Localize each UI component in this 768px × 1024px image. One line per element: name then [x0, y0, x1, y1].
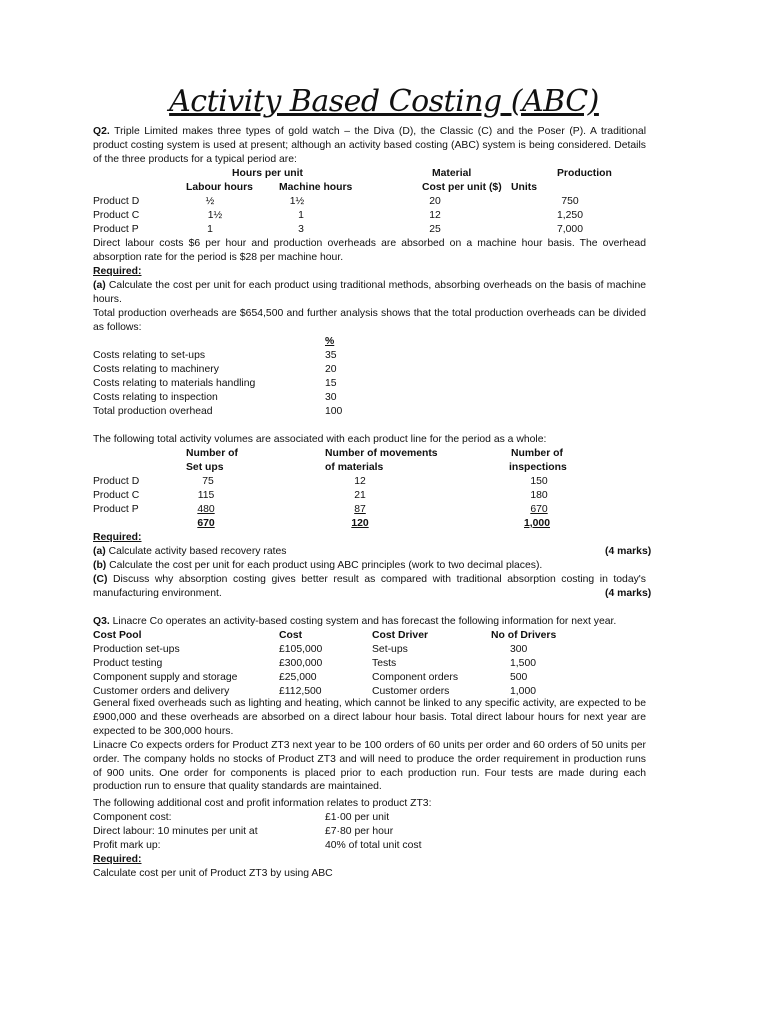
- overheads-text: Total production overheads are $654,500 and further analysis shows that the total production overheads can be divided as follows:: [93, 308, 646, 333]
- machine-cell: 3: [298, 224, 304, 235]
- q2-intro: [93, 125, 646, 166]
- labour-cell: ½: [205, 196, 215, 207]
- req-c-label: (C): [93, 574, 108, 585]
- driver-cell: Customer orders: [372, 686, 450, 697]
- machine-hours-header: Machine hours: [279, 182, 353, 193]
- list-item: Costs relating to machinery: [93, 364, 219, 375]
- movements-cell: 12: [354, 476, 366, 487]
- row-label: Product D: [93, 196, 140, 207]
- num-cell: 300: [510, 644, 528, 655]
- info-value: £7·80 per hour: [325, 826, 394, 837]
- part-a-label: (a): [93, 280, 106, 291]
- cost-per-unit-header: Cost per unit ($): [422, 182, 502, 193]
- cost-header: Cost: [279, 630, 303, 641]
- q2-intro-text: Triple Limited makes three types of gold watch – the Diva (D), the Classic (C) and the Poser (P). A traditional product costing system is used at present; although an activity based costing (ABC) system is being considered. Details of the three products for a typical period are:: [93, 126, 647, 165]
- info-label: Direct labour: 10 minutes per unit at: [93, 826, 258, 837]
- info-value: 40% of total unit cost: [325, 840, 422, 851]
- row-label: Product C: [93, 490, 140, 501]
- num-cell: 1,500: [510, 658, 537, 669]
- num-cell: 500: [510, 672, 528, 683]
- info-label: Profit mark up:: [93, 840, 161, 851]
- list-value: 30: [325, 392, 337, 403]
- part-a-text: Calculate the cost per unit for each product using traditional methods, absorbing overheads on the basis of machine hours.: [93, 280, 646, 305]
- required-heading: Required:: [93, 266, 142, 277]
- movements-cell: 87: [354, 504, 366, 515]
- list-value: 15: [325, 378, 337, 389]
- inspections-header: Number of: [511, 448, 563, 459]
- req-b: [93, 559, 542, 572]
- activity-text: The following total activity volumes are associated with each product line for the period as a whole:: [93, 434, 547, 445]
- fixed-overheads-text: General fixed overheads such as lighting and heating, which cannot be linked to any specific activity, are expected to be £900,000 and these overheads are absorbed on a direct labour hour basis. Total direct labour hours for next year are expected to be 300,000 hours.: [93, 698, 646, 737]
- driver-cell: Set-ups: [372, 644, 408, 655]
- list-value: 35: [325, 350, 337, 361]
- row-label: Product P: [93, 504, 139, 515]
- material-cell: 20: [429, 196, 441, 207]
- setups-header-2: Set ups: [186, 462, 224, 473]
- movements-cell: 21: [354, 490, 366, 501]
- movements-total: 120: [351, 518, 369, 529]
- orders-text: Linacre Co expects orders for Product ZT3 next year to be 100 orders of 60 units per order and 60 orders of 50 units per order. The company holds no stocks of Product ZT3 and will need to produce the order requirement in production runs of 900 units. One order for components is placed prior to each production run. Four tests are made during each production run to ensure that quality standards are maintained.: [93, 740, 646, 793]
- units-cell: 7,000: [556, 224, 583, 235]
- inspections-total: 1,000: [523, 518, 550, 529]
- direct-labour-text: Direct labour costs $6 per hour and production overheads are absorbed on a machine hour basis. The overhead absorption rate for the period is $28 per machine hour.: [93, 238, 646, 263]
- additional-info-text: The following additional cost and profit information relates to product ZT3:: [93, 798, 432, 809]
- inspections-cell: 670: [530, 504, 548, 515]
- cost-cell: £25,000: [279, 672, 317, 683]
- units-cell: 1,250: [556, 210, 583, 221]
- list-value: 100: [325, 406, 343, 417]
- q2-label: Q2.: [93, 126, 110, 137]
- setups-cell: 115: [197, 490, 215, 501]
- req-a-label: (a): [93, 546, 106, 557]
- material-cell: 25: [429, 224, 441, 235]
- q3-intro-text: Linacre Co operates an activity-based costing system and has forecast the following information for next year.: [112, 616, 617, 627]
- machine-cell: 1½: [289, 196, 305, 207]
- driver-cell: Tests: [372, 658, 397, 669]
- setups-cell: 480: [197, 504, 215, 515]
- material-cell: 12: [429, 210, 441, 221]
- q3-task: Calculate cost per unit of Product ZT3 by using ABC: [93, 868, 333, 879]
- required-heading-2: Required:: [93, 532, 142, 543]
- q3-intro: [93, 615, 616, 628]
- req-c-marks: (4 marks): [605, 588, 652, 599]
- req-a-text: Calculate activity based recovery rates: [108, 546, 287, 557]
- inspections-header-2: inspections: [509, 462, 567, 473]
- required-heading-3: Required:: [93, 854, 142, 865]
- hours-per-unit-header: Hours per unit: [232, 168, 304, 179]
- movements-header: Number of movements: [325, 448, 438, 459]
- units-header: Units: [511, 182, 537, 193]
- pool-cell: Production set-ups: [93, 644, 180, 655]
- production-header: Production: [557, 168, 612, 179]
- req-b-label: (b): [93, 560, 107, 571]
- list-item: Costs relating to inspection: [93, 392, 218, 403]
- cost-cell: £112,500: [279, 686, 322, 697]
- pool-cell: Product testing: [93, 658, 163, 669]
- cost-cell: £105,000: [279, 644, 323, 655]
- row-label: Product D: [93, 476, 140, 487]
- labour-cell: 1½: [207, 210, 223, 221]
- driver-cell: Component orders: [372, 672, 459, 683]
- no-of-drivers-header: No of Drivers: [491, 630, 557, 641]
- page-title: Activity Based Costing (ABC): [169, 84, 599, 119]
- list-item: Costs relating to materials handling: [93, 378, 256, 389]
- setups-header: Number of: [186, 448, 238, 459]
- row-label: Product C: [93, 210, 140, 221]
- labour-cell: 1: [207, 224, 213, 235]
- movements-header-2: of materials: [325, 462, 384, 473]
- info-value: £1·00 per unit: [325, 812, 390, 823]
- setups-total: 670: [197, 518, 215, 529]
- req-a: [93, 545, 286, 558]
- info-label: Component cost:: [93, 812, 172, 823]
- req-c: [93, 573, 646, 601]
- num-cell: 1,000: [510, 686, 537, 697]
- setups-cell: 75: [202, 476, 214, 487]
- req-b-text: Calculate the cost per unit for each product using ABC principles (work to two decimal places).: [109, 560, 543, 571]
- list-item: Total production overhead: [93, 406, 213, 417]
- units-cell: 750: [561, 196, 579, 207]
- percent-header: %: [325, 336, 335, 347]
- machine-cell: 1: [298, 210, 304, 221]
- labour-hours-header: Labour hours: [186, 182, 253, 193]
- cost-driver-header: Cost Driver: [372, 630, 429, 641]
- inspections-cell: 150: [530, 476, 548, 487]
- inspections-cell: 180: [530, 490, 548, 501]
- req-a-marks: (4 marks): [605, 546, 652, 557]
- material-header: Material: [432, 168, 472, 179]
- q3-label: Q3.: [93, 616, 110, 627]
- row-label: Product P: [93, 224, 139, 235]
- cost-cell: £300,000: [279, 658, 323, 669]
- cost-pool-header: Cost Pool: [93, 630, 142, 641]
- pool-cell: Component supply and storage: [93, 672, 238, 683]
- list-item: Costs relating to set-ups: [93, 350, 206, 361]
- list-value: 20: [325, 364, 337, 375]
- part-a: [93, 279, 646, 307]
- pool-cell: Customer orders and delivery: [93, 686, 230, 697]
- req-c-text: Discuss why absorption costing gives better result as compared with traditional absorption costing in today's manufacturing environment.: [93, 574, 646, 599]
